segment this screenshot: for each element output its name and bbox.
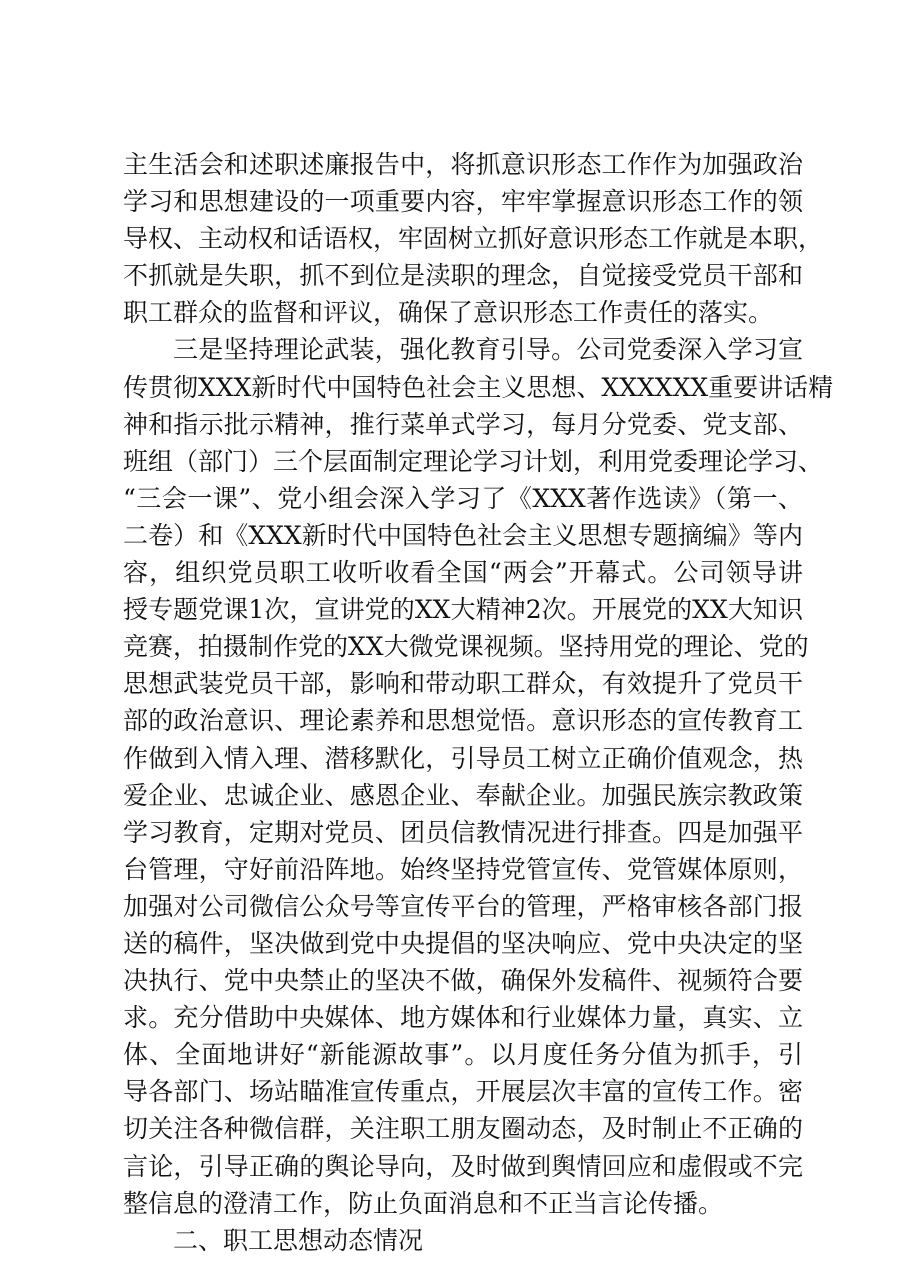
text-line: 体、全面地讲好“新能源故事”。以月度任务分值为抓手，引 (123, 1040, 803, 1070)
text-line: 导权、主动权和话语权，牢固树立抓好意识形态工作就是本职， (123, 224, 824, 254)
text-line: 爱企业、忠诚企业、感恩企业、奉献企业。加强民族宗教政策 (123, 780, 803, 810)
text-line: 竞赛，拍摄制作党的XX大微党课视频。坚持用党的理论、党的 (123, 632, 809, 662)
text-line: 言论，引导正确的舆论导向，及时做到舆情回应和虚假或不完 (123, 1151, 803, 1181)
text-line: 思想武装党员干部，影响和带动职工群众，有效提升了党员干 (123, 669, 803, 699)
text-line: 送的稿件，坚决做到党中央提倡的坚决响应、党中央决定的坚 (123, 928, 803, 958)
text-line: 二卷）和《XXX新时代中国特色社会主义思想专题摘编》等内 (123, 520, 803, 550)
text-line: 学习和思想建设的一项重要内容，牢牢掌握意识形态工作的领 (123, 187, 803, 217)
text-line: 部的政治意识、理论素养和思想觉悟。意识形态的宣传教育工 (123, 706, 803, 736)
paragraph-start-line: 三是坚持理论武装，强化教育引导。公司党委深入学习宣 (173, 335, 803, 365)
text-line: 传贯彻XXX新时代中国特色社会主义思想、XXXXXX重要讲话精 (123, 372, 834, 402)
section-heading: 二、职工思想动态情况 (173, 1225, 424, 1255)
text-line: 神和指示批示精神，推行菜单式学习，每月分党委、党支部、 (123, 409, 803, 439)
text-line: 求。充分借助中央媒体、地方媒体和行业媒体力量，真实、立 (123, 1003, 803, 1033)
text-line: 不抓就是失职，抓不到位是渎职的理念，自觉接受党员干部和 (123, 261, 803, 291)
text-line: 台管理，守好前沿阵地。始终坚持党管宣传、党管媒体原则， (123, 854, 803, 884)
text-line: 容，组织党员职工收听收看全国“两会”开幕式。公司领导讲 (123, 558, 803, 588)
text-line: “三会一课”、党小组会深入学习了《XXX著作选读》（第一、 (123, 483, 803, 513)
text-line: 作做到入情入理、潜移默化，引导员工树立正确价值观念，热 (123, 743, 803, 773)
text-line: 班组（部门）三个层面制定理论学习计划，利用党委理论学习、 (123, 446, 824, 476)
body-text (123, 146, 834, 1259)
text-line: 导各部门、场站瞄准宣传重点，开展层次丰富的宣传工作。密 (123, 1077, 803, 1107)
text-line: 授专题党课1次，宣讲党的XX大精神2次。开展党的XX大知识 (123, 595, 803, 625)
text-line: 主生活会和述职述廉报告中，将抓意识形态工作作为加强政治 (123, 150, 803, 179)
text-line: 职工群众的监督和评议，确保了意识形态工作责任的落实。 (123, 298, 774, 328)
text-line: 学习教育，定期对党员、团员信教情况进行排查。四是加强平 (123, 817, 803, 847)
text-line: 切关注各种微信群，关注职工朋友圈动态，及时制止不正确的 (123, 1114, 803, 1144)
text-line: 加强对公司微信公众号等宣传平台的管理，严格审核各部门报 (123, 891, 803, 921)
text-line: 整信息的澄清工作，防止负面消息和不正当言论传播。 (123, 1188, 724, 1218)
text-line: 决执行、党中央禁止的坚决不做，确保外发稿件、视频符合要 (123, 966, 803, 996)
